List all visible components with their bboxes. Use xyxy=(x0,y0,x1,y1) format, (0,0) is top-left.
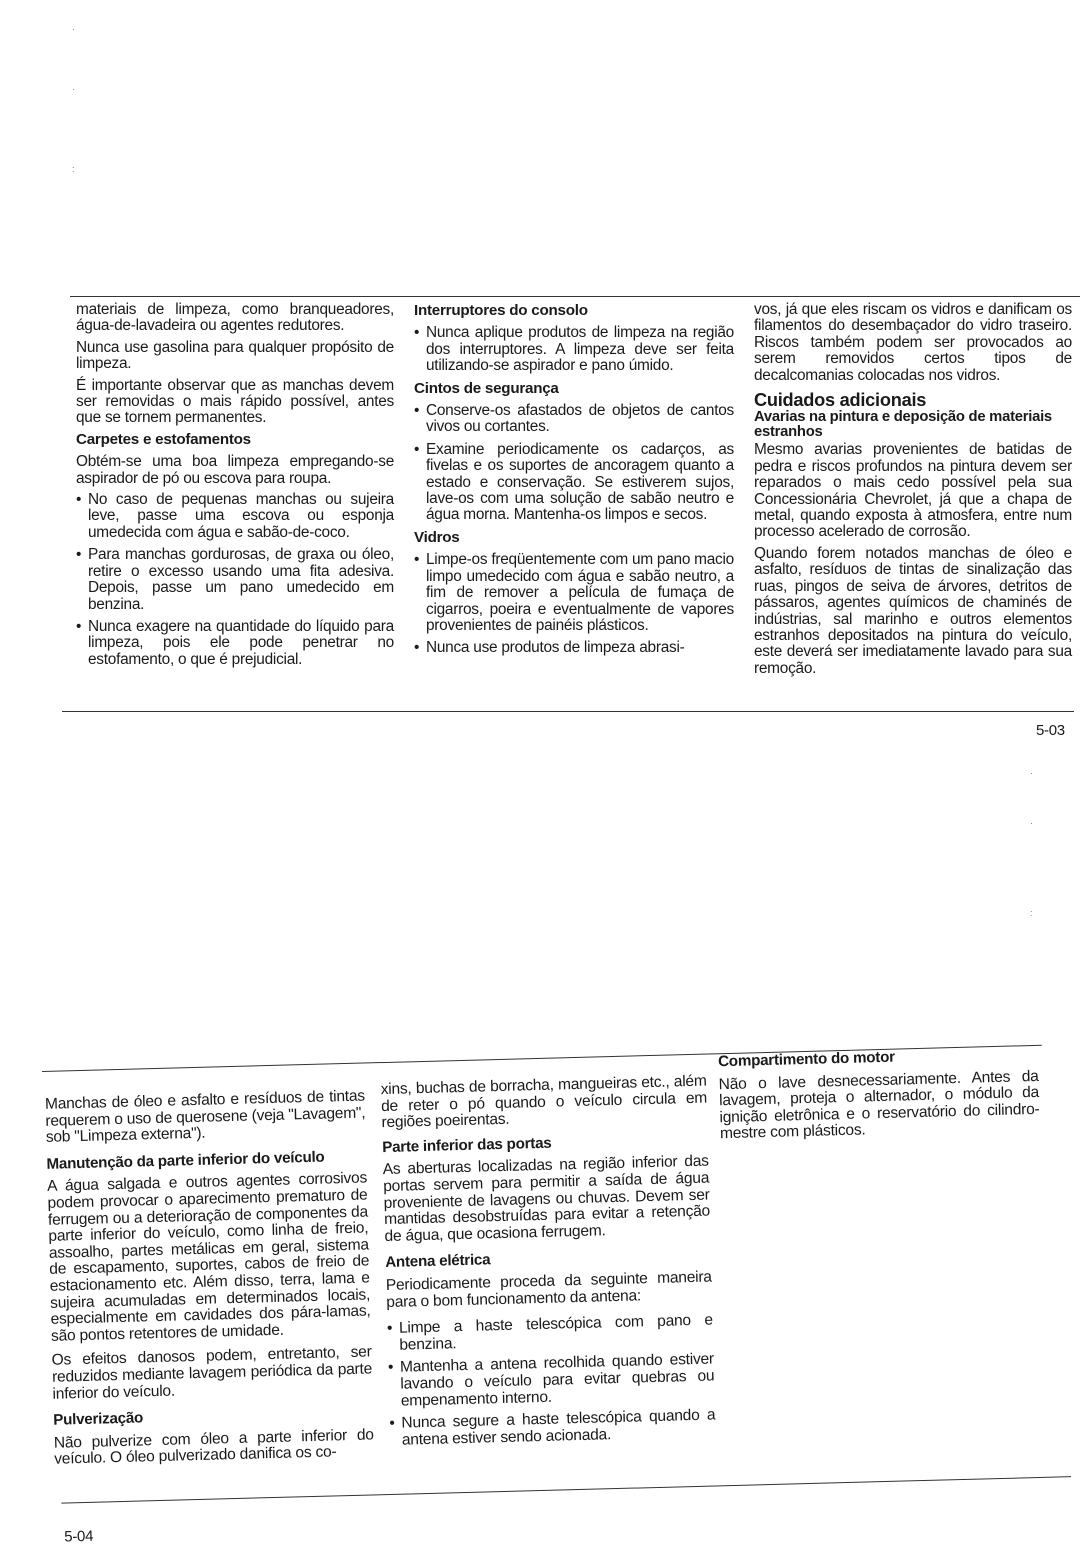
paragraph: Nunca use gasolina para qualquer propósito de limpeza. xyxy=(76,338,394,373)
section-heading: Parte inferior das portas xyxy=(381,1134,552,1156)
paragraph: Quando forem notados manchas de óleo e asfalto, resíduos de tintas de sinalização das ruas, pingos de seiva de árvores, detritos de pássaros, agentes químicos de chaminés de indústrias, sal marinho e outros elementos estranhos depositados na pintura do veículo, este deverá ser imediatamente lavado para sua remoção. xyxy=(754,544,1072,677)
list-item: • Conserve-os afastados de objetos de cantos vivos ou cortantes. xyxy=(414,403,734,436)
list-item: • Mantenha a antena recolhida quando estiver lavando o veículo para evitar quebras ou empenamento interno. xyxy=(388,1352,715,1410)
section-heading: Pulverização xyxy=(53,1409,144,1429)
scan-specks: · · : xyxy=(72,24,75,174)
paragraph: As aberturas localizadas na região inferior das portas servem para permitir a saída de água proveniente de lavagens ou chuvas. Devem ser mantidas desobstruídas para evitar a retenção de água, que ocasiona ferrugem. xyxy=(382,1152,711,1245)
list-item: • Limpe-os freqüentemente com um pano macio limpo umedecido com água e sabão neutro, a fim de remover a película de fumaça de cigarros, poeira e eventualmente de vapores provenientes de painéis plásticos. xyxy=(414,552,734,634)
paragraph: É importante observar que as manchas devem ser removidas o mais rápido possível, antes que se tornem permanentes. xyxy=(76,376,394,427)
paragraph: vos, já que eles riscam os vidros e danificam os filamentos do desembaçador do vidro traseiro. Riscos também podem ser provocados ao serem removidos certos tipos de decalcomanias colocadas nos vidros. xyxy=(754,301,1072,384)
list-item: • Limpe a haste telescópica com pano e benzina. xyxy=(387,1313,714,1355)
paragraph: A água salgada e outros agentes corrosivos podem provocar o aparecimento prematuro de ferrugem ou a deterioração de componentes da parte inferior do veículo, como linha de freio, assoalho, partes metálicas em geral, sistema de escapamento, suportes, cabos de freio de estacionamento etc. Além disso, terra, lama e sujeira acumuladas em determinados locais, especialmente em cavidades dos pára-lamas, são pontos retentores de umidade. xyxy=(46,1169,371,1345)
paragraph: Os efeitos danosos podem, entretanto, ser reduzidos mediante lavagem periódica da parte inferior do veículo. xyxy=(51,1343,373,1403)
list-item: • Nunca aplique produtos de limpeza na região dos interruptores. A limpeza deve ser feita utilizando-se aspirador e pano úmido. xyxy=(414,325,734,374)
paragraph: Não pulverize com óleo a parte inferior do veículo. O óleo pulverizado danifica os co- xyxy=(53,1426,374,1469)
section-heading: Interruptores do consolo xyxy=(414,302,588,319)
section-heading: Cintos de segurança xyxy=(414,379,559,397)
list-item: • Para manchas gordurosas, de graxa ou óleo, retire o excesso usando uma fita adesiva. Depois, passe um pano umedecido em benzina. xyxy=(76,547,394,613)
paragraph: xins, buchas de borracha, mangueiras etc., além de reter o pó quando o veículo circula em regiões poeirentas. xyxy=(380,1072,708,1132)
section-heading: Carpetes e estofamentos xyxy=(76,430,251,448)
column-3 xyxy=(718,1045,1040,1148)
paragraph: materiais de limpeza, como branqueadores, água-de-lavadeira ou agentes redutores. xyxy=(76,301,394,335)
paragraph: Manchas de óleo e asfalto e resíduos de tintas requerem o uso de querosene (veja "Lavagem", sob "Limpeza externa"). xyxy=(44,1087,366,1147)
bottom-rule xyxy=(61,1476,1071,1503)
section-heading: Manutenção da parte inferior do veículo xyxy=(46,1148,325,1173)
paragraph: Não o lave desnecessariamente. Antes da lavagem, proteja o alternador, o módulo da ignição eletrônica e o reservatório do cilindro-mestre com plásticos. xyxy=(718,1067,1040,1143)
column-2 xyxy=(381,1074,717,1456)
list-item: • Nunca use produtos de limpeza abrasi- xyxy=(414,640,734,656)
sub-heading: Avarias na pintura e deposição de materiais estranhos xyxy=(754,409,1052,441)
page-number: 5-03 xyxy=(1036,722,1065,739)
bullet-list xyxy=(387,1313,716,1450)
scan-specks: · · : xyxy=(1030,768,1033,918)
list-item: • Nunca segure a haste telescópica quando a antena estiver sendo acionada. xyxy=(389,1408,716,1450)
list-item: • No caso de pequenas manchas ou sujeira leve, passe uma escova ou esponja umedecida com água e sabão-de-coco. xyxy=(76,492,394,541)
column-1 xyxy=(45,1089,375,1474)
paragraph: Mesmo avarias provenientes de batidas de pedra e riscos profundos na pintura devem ser reparados o mais cedo possível pela sua Concessionária Chevrolet, já que a chapa de metal, quando exposta à atmosfera, entre num processo acelerado de corrosão. xyxy=(754,441,1072,541)
paragraph: Obtém-se uma boa limpeza empregando-se aspirador de pó ou escova para roupa. xyxy=(76,453,394,487)
page-number: 5-04 xyxy=(64,1527,94,1546)
section-heading: Vidros xyxy=(414,528,460,546)
major-heading: Cuidados adicionais xyxy=(754,390,927,411)
section-heading: Compartimento do motor xyxy=(717,1048,895,1071)
paragraph: Periodicamente proceda da seguinte maneira para o bom funcionamento da antena: xyxy=(385,1268,712,1311)
section-heading: Antena elétrica xyxy=(385,1251,491,1272)
list-item: • Examine periodicamente os cadarços, as fivelas e os suportes de ancoragem quanto a estado e conservação. Se estiverem sujos, lave-os com uma solução de sabão neutro e água morna. Mantenha-os limpos e secos. xyxy=(414,442,734,524)
list-item: • Nunca exagere na quantidade do líquido para limpeza, pois ele pode penetrar no estofamento, o que é prejudicial. xyxy=(76,619,394,668)
